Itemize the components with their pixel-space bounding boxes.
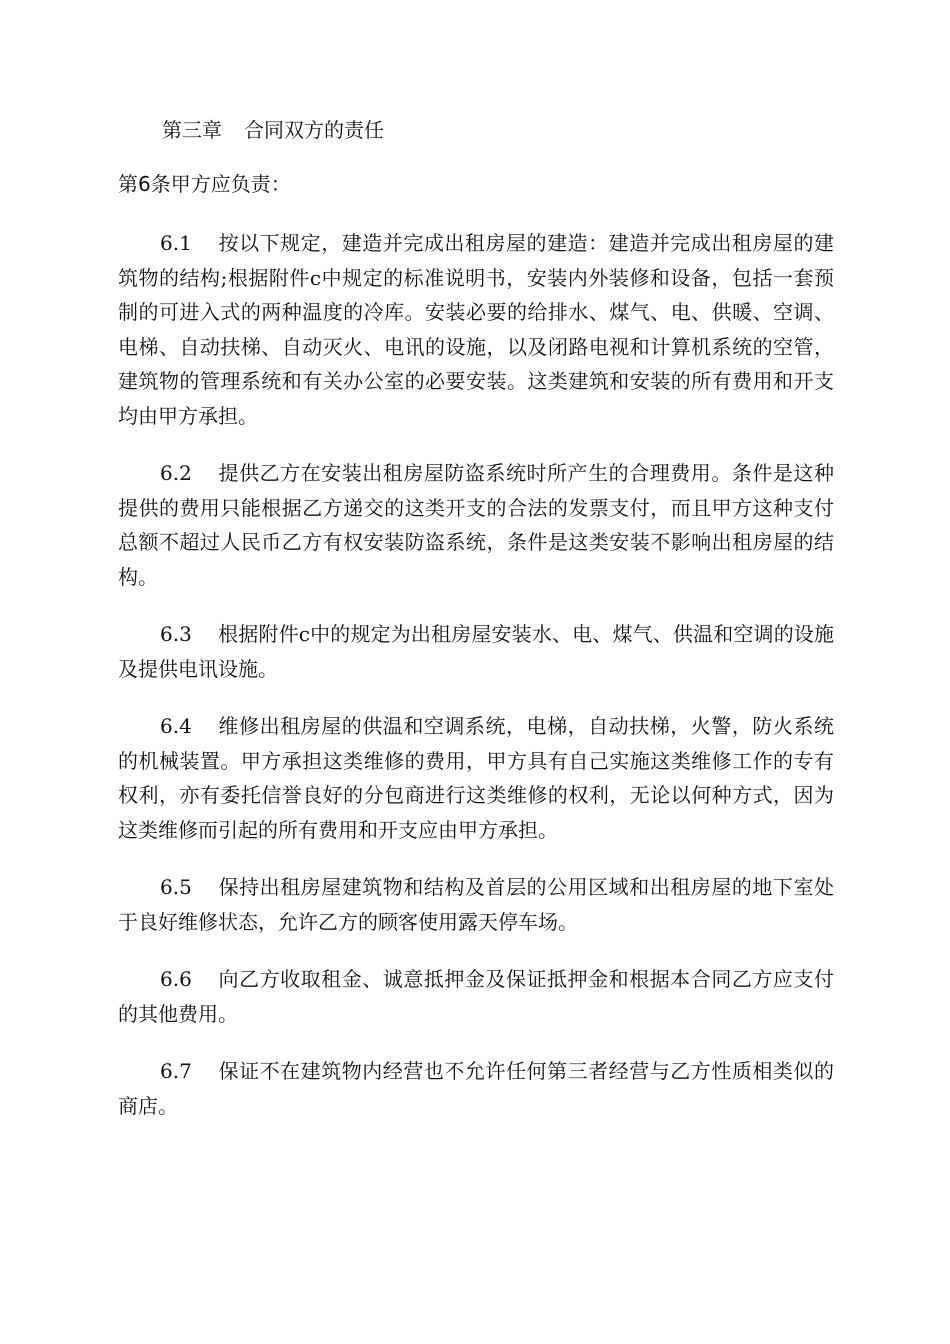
clause-6-2 <box>118 456 834 594</box>
chapter-label: 第三章 <box>162 118 222 142</box>
clause-number: 6.5 <box>160 875 192 899</box>
clause-number: 6.6 <box>160 967 192 991</box>
clause-text: 保持出租房屋建筑物和结构及首层的公用区域和出租房屋的地下室处于良好维修状态，允许乙方的顾客使用露天停车场。 <box>118 875 834 934</box>
clause-6-4 <box>118 709 834 847</box>
clause-list <box>118 226 834 1146</box>
clause-text: 提供乙方在安装出租房屋防盗系统时所产生的合理费用。条件是这种提供的费用只能根据乙方递交的这类开支的合法的发票支付，而且甲方这种支付总额不超过人民币乙方有权安装防盗系统，条件是这类安装不影响出租房屋的结构。 <box>118 461 834 589</box>
clause-text: 根据附件c中的规定为出租房屋安装水、电、煤气、供温和空调的设施及提供电讯设施。 <box>118 622 834 681</box>
article-text: 条甲方应负责： <box>150 172 291 196</box>
clause-number: 6.7 <box>160 1059 192 1083</box>
article-heading <box>118 168 291 200</box>
clause-text: 向乙方收取租金、诚意抵押金及保证抵押金和根据本合同乙方应支付的其他费用。 <box>118 967 834 1026</box>
clause-text: 保证不在建筑物内经营也不允许任何第三者经营与乙方性质相类似的商店。 <box>118 1059 834 1118</box>
chapter-title: 合同双方的责任 <box>244 118 384 142</box>
clause-number: 6.4 <box>160 714 192 738</box>
clause-6-5 <box>118 870 834 939</box>
clause-6-3 <box>118 617 834 686</box>
clause-6-6 <box>118 962 834 1031</box>
clause-text: 维修出租房屋的供温和空调系统，电梯，自动扶梯，火警，防火系统的机械装置。甲方承担这类维修的费用，甲方具有自己实施这类维修工作的专有权利，亦有委托信誉良好的分包商进行这类维修的权利，无论以何种方式，因为这类维修而引起的所有费用和开支应由甲方承担。 <box>118 714 834 842</box>
clause-number: 6.3 <box>160 622 192 646</box>
clause-text: 按以下规定，建造并完成出租房屋的建造：建造并完成出租房屋的建筑物的结构;根据附件c中规定的标准说明书，安装内外装修和设备，包括一套预制的可进入式的两种温度的冷库。安装必要的给排水、煤气、电、供暖、空调、电梯、自动扶梯、自动灭火、电讯的设施，以及闭路电视和计算机系统的空管，建筑物的管理系统和有关办公室的必要安装。这类建筑和安装的所有费用和开支均由甲方承担。 <box>118 231 834 428</box>
clause-6-1 <box>118 226 834 433</box>
chapter-heading <box>162 114 384 146</box>
clause-6-7 <box>118 1054 834 1123</box>
clause-number: 6.1 <box>160 231 192 255</box>
article-number: 6 <box>138 172 151 196</box>
clause-number: 6.2 <box>160 461 192 485</box>
article-prefix: 第 <box>118 172 138 196</box>
